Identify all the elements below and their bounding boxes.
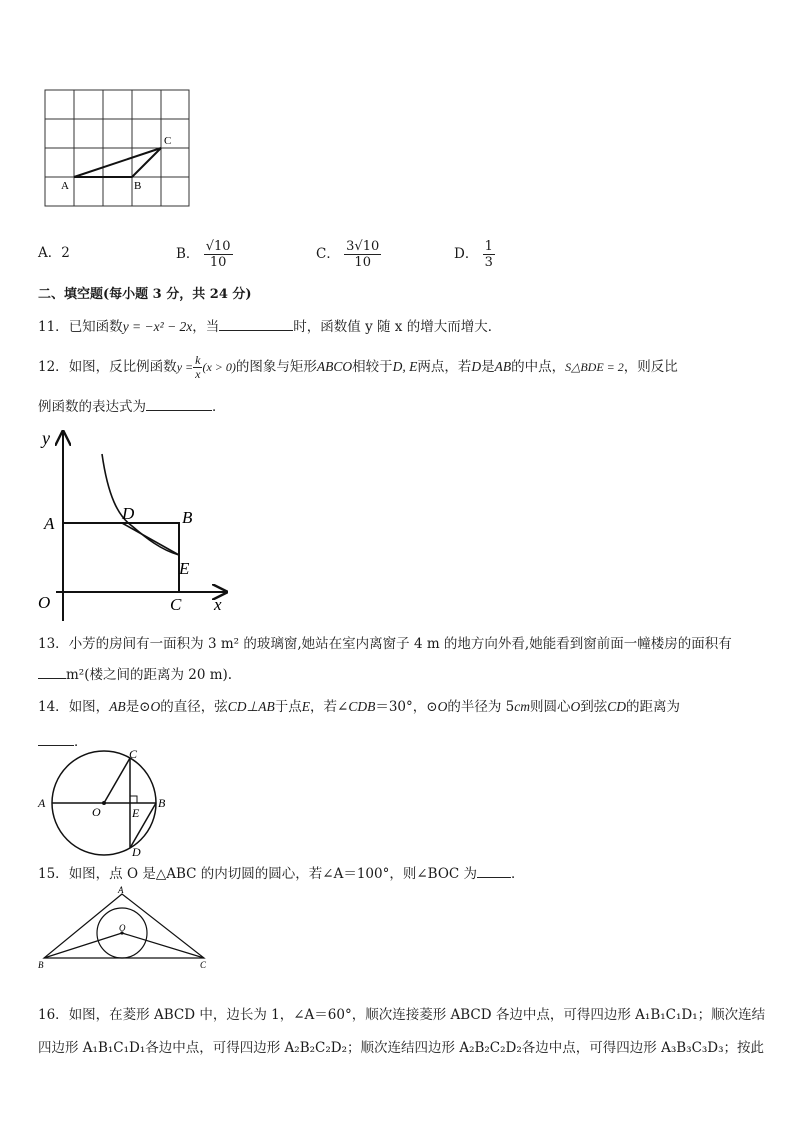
- q14-text-e: ，若∠: [310, 699, 349, 715]
- q14-cd-ab: CD⊥AB: [227, 699, 275, 714]
- q12-text-f: 的中点，: [511, 359, 566, 375]
- fig12-label-e: E: [179, 559, 190, 578]
- q12-text-d: 两点，若: [417, 359, 472, 375]
- q14-text-d: 于点: [274, 699, 302, 715]
- option-b-numerator: √10: [205, 239, 231, 254]
- q11-text-b: ，当: [192, 319, 220, 335]
- q15-text: 如图，点 O 是△ABC 的内切圆的圆心，若∠A＝100°，则∠BOC 为: [68, 866, 478, 882]
- fig15-label-o: O: [119, 923, 126, 933]
- q14-number: 14．: [38, 699, 69, 715]
- q12-func-cond: (x > 0): [202, 360, 236, 374]
- fig15-incircle-triangle: [36, 884, 216, 970]
- q14-text-i: 到弦: [580, 699, 608, 715]
- q14-text-g: 的半径为 5: [447, 699, 515, 715]
- fig14-label-d: D: [132, 845, 141, 859]
- q12-pts: D, E: [392, 359, 418, 374]
- fig12-rectangle-abco: [63, 523, 179, 592]
- option-c-numerator: 3√10: [346, 239, 380, 254]
- q11-formula: y = −x² − 2x: [122, 319, 193, 334]
- fig12-label-y: y: [42, 428, 50, 448]
- question-14: [38, 698, 680, 716]
- q14-answer-blank[interactable]: [38, 731, 74, 746]
- q12-ab: AB: [494, 359, 512, 374]
- option-a-letter: A．: [38, 245, 62, 261]
- question-16-line2: 四边形 A₁B₁C₁D₁各边中点，可得四边形 A₂B₂C₂D₂；顺次连结四边形 A₂B₂C₂D₂各边中点，可得四边形 A₃B₃C₃D₃；按此: [38, 1040, 765, 1056]
- q11-answer-blank[interactable]: [219, 316, 293, 331]
- q12-func-den: x: [195, 367, 201, 381]
- q12-text-b: 的图象与矩形: [235, 359, 317, 375]
- q11-text-c: 时，函数值 y 随 x 的增大而增大．: [293, 319, 502, 335]
- q11-number: 11．: [38, 319, 69, 335]
- option-d-fraction: [483, 239, 495, 270]
- fig12-label-o: O: [38, 593, 51, 612]
- fig14-center-point: [102, 801, 106, 805]
- question-11: [38, 316, 501, 336]
- q12-d: D: [471, 359, 482, 374]
- option-a-value: 2: [61, 245, 70, 261]
- option-b-denominator: 10: [209, 255, 227, 270]
- fig15-label-a: A: [118, 885, 124, 895]
- question-13-line2: [38, 664, 232, 684]
- q12-line2: 例函数的表达式为: [38, 399, 146, 415]
- fig14-label-o: O: [92, 805, 101, 819]
- option-c-fraction: [344, 239, 381, 270]
- fig14-circle-chord: [34, 748, 174, 860]
- q15-answer-blank[interactable]: [477, 863, 511, 878]
- fig12-hyperbola: [102, 454, 179, 555]
- label-b: B: [134, 180, 142, 192]
- option-a[interactable]: [38, 244, 70, 262]
- question-12: [38, 350, 678, 384]
- q14-o2: O: [437, 699, 448, 714]
- label-c: C: [164, 135, 172, 147]
- q14-cd: CD: [607, 699, 626, 714]
- fig12-label-x: x: [214, 595, 222, 614]
- fig14-label-e: E: [132, 806, 140, 820]
- q15-number: 15．: [38, 866, 69, 882]
- q14-cdb: CDB: [348, 699, 376, 714]
- fig15-label-c: C: [200, 960, 207, 970]
- fig14-segment-oc: [104, 758, 130, 803]
- fig12-label-a: A: [44, 514, 55, 533]
- fig15-label-b: B: [38, 960, 44, 970]
- q14-text-b: 是⊙: [125, 699, 151, 715]
- q12-end: ．: [212, 399, 226, 415]
- triangle-abc: [74, 148, 161, 177]
- q12-text-a: 如图，反比例函数: [68, 359, 177, 375]
- fig14-right-angle-mark: [130, 796, 137, 803]
- q16-line1: 如图，在菱形 ABCD 中，边长为 1，∠A＝60°，顺次连接菱形 ABCD 各边中点，可得四边形 A₁B₁C₁D₁；顺次连结: [68, 1007, 766, 1023]
- q14-ab: AB: [109, 699, 126, 714]
- q14-text-f: ＝30°，⊙: [375, 699, 438, 715]
- q12-text-e: 是: [481, 359, 495, 375]
- q14-o: O: [150, 699, 161, 714]
- option-c-denominator: 10: [354, 255, 371, 270]
- option-c-letter: C．: [316, 246, 340, 262]
- q12-func-num: k: [195, 353, 201, 367]
- q13-number: 13．: [38, 636, 69, 652]
- fig14-label-c: C: [129, 748, 138, 761]
- question-16: [38, 1006, 765, 1024]
- q14-text-c: 的直径，弦: [160, 699, 228, 715]
- q14-text-h: 则圆心: [529, 699, 571, 715]
- q13-answer-blank[interactable]: [38, 664, 66, 679]
- option-b-letter: B．: [176, 246, 200, 262]
- q12-text-g: ，则反比: [623, 359, 678, 375]
- q14-o3: O: [570, 699, 581, 714]
- fig14-label-a: A: [38, 796, 46, 810]
- q11-text-a: 已知函数: [68, 319, 123, 335]
- q12-text-c: 相较于: [352, 359, 393, 375]
- q12-number: 12．: [38, 359, 69, 375]
- option-d-denominator: 3: [484, 255, 493, 270]
- q13-line2: m²(楼之间的距离为 20 m).: [66, 667, 233, 683]
- grid-triangle-figure: [40, 88, 195, 210]
- fig12-label-c: C: [170, 595, 182, 614]
- fig12-segment-de: [122, 523, 179, 555]
- q12-func-y: y =: [176, 360, 194, 374]
- label-a: A: [61, 180, 69, 192]
- q16-number: 16．: [38, 1007, 69, 1023]
- q12-answer-blank[interactable]: [146, 396, 212, 411]
- option-b-fraction: [204, 239, 233, 270]
- option-d-letter: D．: [454, 246, 479, 262]
- q12-area: S△BDE = 2: [565, 360, 624, 374]
- q12-rect: ABCO: [316, 359, 353, 374]
- q14-e: E: [301, 699, 311, 714]
- q14-cm: cm: [514, 699, 530, 714]
- question-12-line2: [38, 396, 226, 416]
- q13-line1: 小芳的房间有一面积为 3 m² 的玻璃窗,她站在室内离窗子 4 m 的地方向外看,她能看到窗前面一幢楼房的面积有: [68, 636, 732, 652]
- fig14-label-b: B: [158, 796, 166, 810]
- fig12-label-d: D: [122, 504, 135, 523]
- section-heading: 二、填空题(每小题 3 分，共 24 分): [38, 287, 252, 302]
- question-13: [38, 635, 732, 653]
- option-b[interactable]: [176, 236, 233, 272]
- q14-end: ．: [74, 734, 88, 750]
- fig12-label-b: B: [182, 508, 193, 527]
- fig15-segment-ob: [44, 933, 122, 958]
- q15-end: ．: [511, 866, 525, 882]
- option-d[interactable]: [454, 236, 495, 272]
- fig12-hyperbola-rectangle: [36, 426, 236, 626]
- option-c[interactable]: [316, 236, 381, 272]
- question-15: [38, 863, 525, 883]
- q14-text-a: 如图，: [68, 699, 110, 715]
- q14-text-j: 的距离为: [625, 699, 680, 715]
- option-d-numerator: 1: [484, 239, 493, 254]
